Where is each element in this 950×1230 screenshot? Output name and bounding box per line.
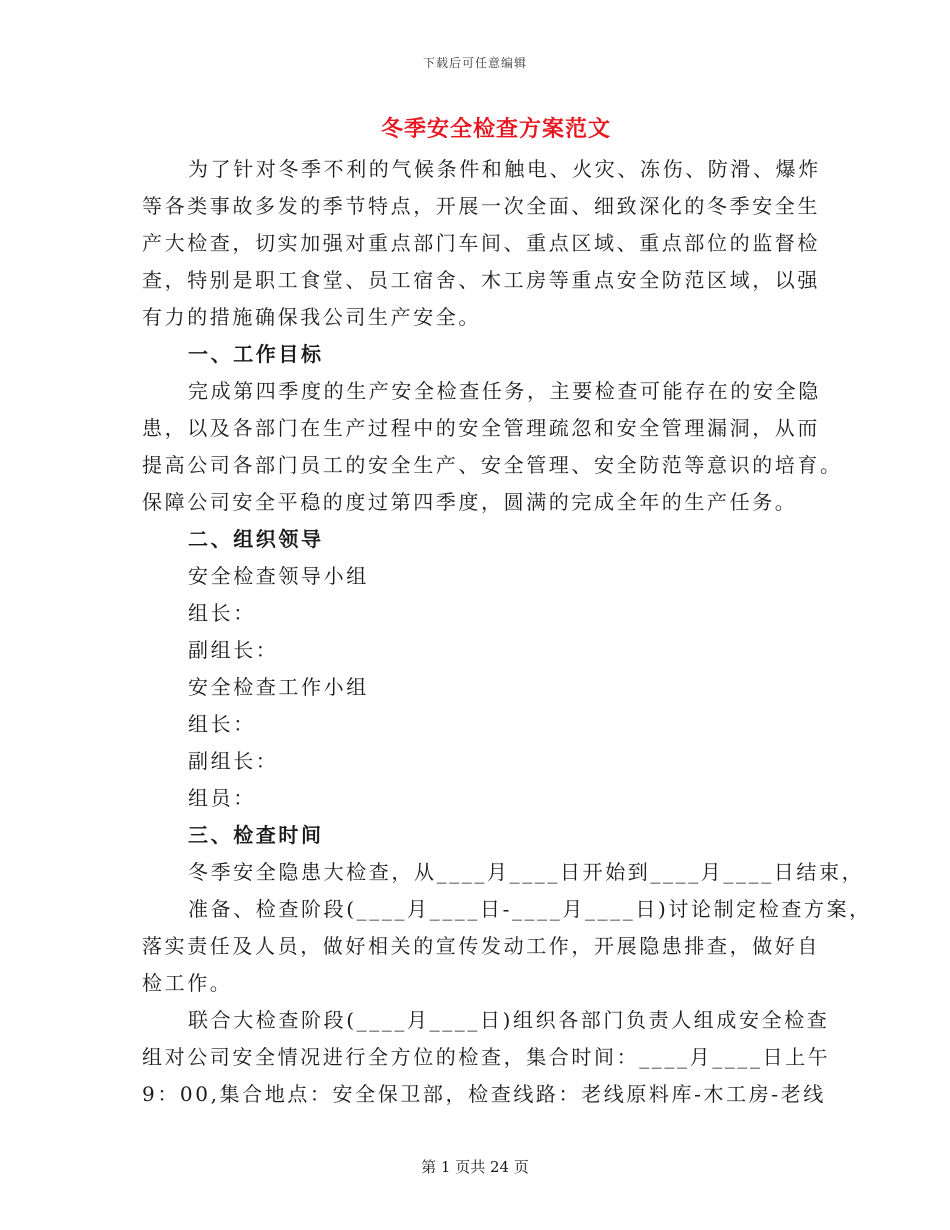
paragraph-line: 保障公司安全平稳的度过第四季度，圆满的完成全年的生产任务。: [142, 490, 798, 514]
list-item: 安全检查领导小组: [188, 564, 369, 588]
list-item: 组长：: [188, 712, 256, 736]
paragraph-line: 有力的措施确保我公司生产安全。: [142, 305, 481, 329]
paragraph-line: 冬季安全隐患大检查，从____月____日开始到____月____日结束，: [188, 860, 865, 884]
page-number-footer: 第 1 页共 24 页: [421, 1158, 529, 1176]
paragraph-line: 产大检查，切实加强对重点部门车间、重点区域、重点部位的监督检: [142, 231, 820, 255]
paragraph-line: 患，以及各部门在生产过程中的安全管理疏忽和安全管理漏洞，从而: [142, 416, 820, 440]
section-heading: 一、工作目标: [188, 342, 324, 366]
paragraph-line: 落实责任及人员，做好相关的宣传发动工作，开展隐患排查，做好自: [142, 934, 820, 958]
paragraph-line: 9：00,集合地点：安全保卫部，检查线路：老线原料库-木工房-老线: [142, 1082, 826, 1106]
paragraph-line: 查，特别是职工食堂、员工宿舍、木工房等重点安全防范区域，以强: [142, 268, 820, 292]
list-item: 组员：: [188, 786, 256, 810]
paragraph-line: 准备、检查阶段(____月____日-____月____日)讨论制定检查方案，: [188, 897, 872, 921]
paragraph-line: 提高公司各部门员工的安全生产、安全管理、安全防范等意识的培育。: [142, 453, 843, 477]
paragraph-line: 组对公司安全情况进行全方位的检查，集合时间：____月____日上午: [142, 1045, 831, 1069]
paragraph-line: 等各类事故多发的季节特点，开展一次全面、细致深化的冬季安全生: [142, 194, 820, 218]
paragraph-line: 为了针对冬季不利的气候条件和触电、火灾、冻伤、防滑、爆炸: [188, 157, 821, 181]
section-heading: 三、检查时间: [188, 823, 324, 847]
page-header-note: 下载后可任意编辑: [422, 56, 527, 70]
paragraph-line: 联合大检查阶段(____月____日)组织各部门负责人组成安全检查: [188, 1008, 830, 1032]
paragraph-line: 检工作。: [142, 971, 233, 995]
document-title: 冬季安全检查方案范文: [380, 116, 611, 142]
list-item: 组长：: [188, 601, 256, 625]
list-item: 安全检查工作小组: [188, 675, 369, 699]
section-heading: 二、组织领导: [188, 527, 324, 551]
paragraph-line: 完成第四季度的生产安全检查任务，主要检查可能存在的安全隐: [188, 379, 821, 403]
list-item: 副组长：: [188, 638, 279, 662]
list-item: 副组长：: [188, 749, 279, 773]
